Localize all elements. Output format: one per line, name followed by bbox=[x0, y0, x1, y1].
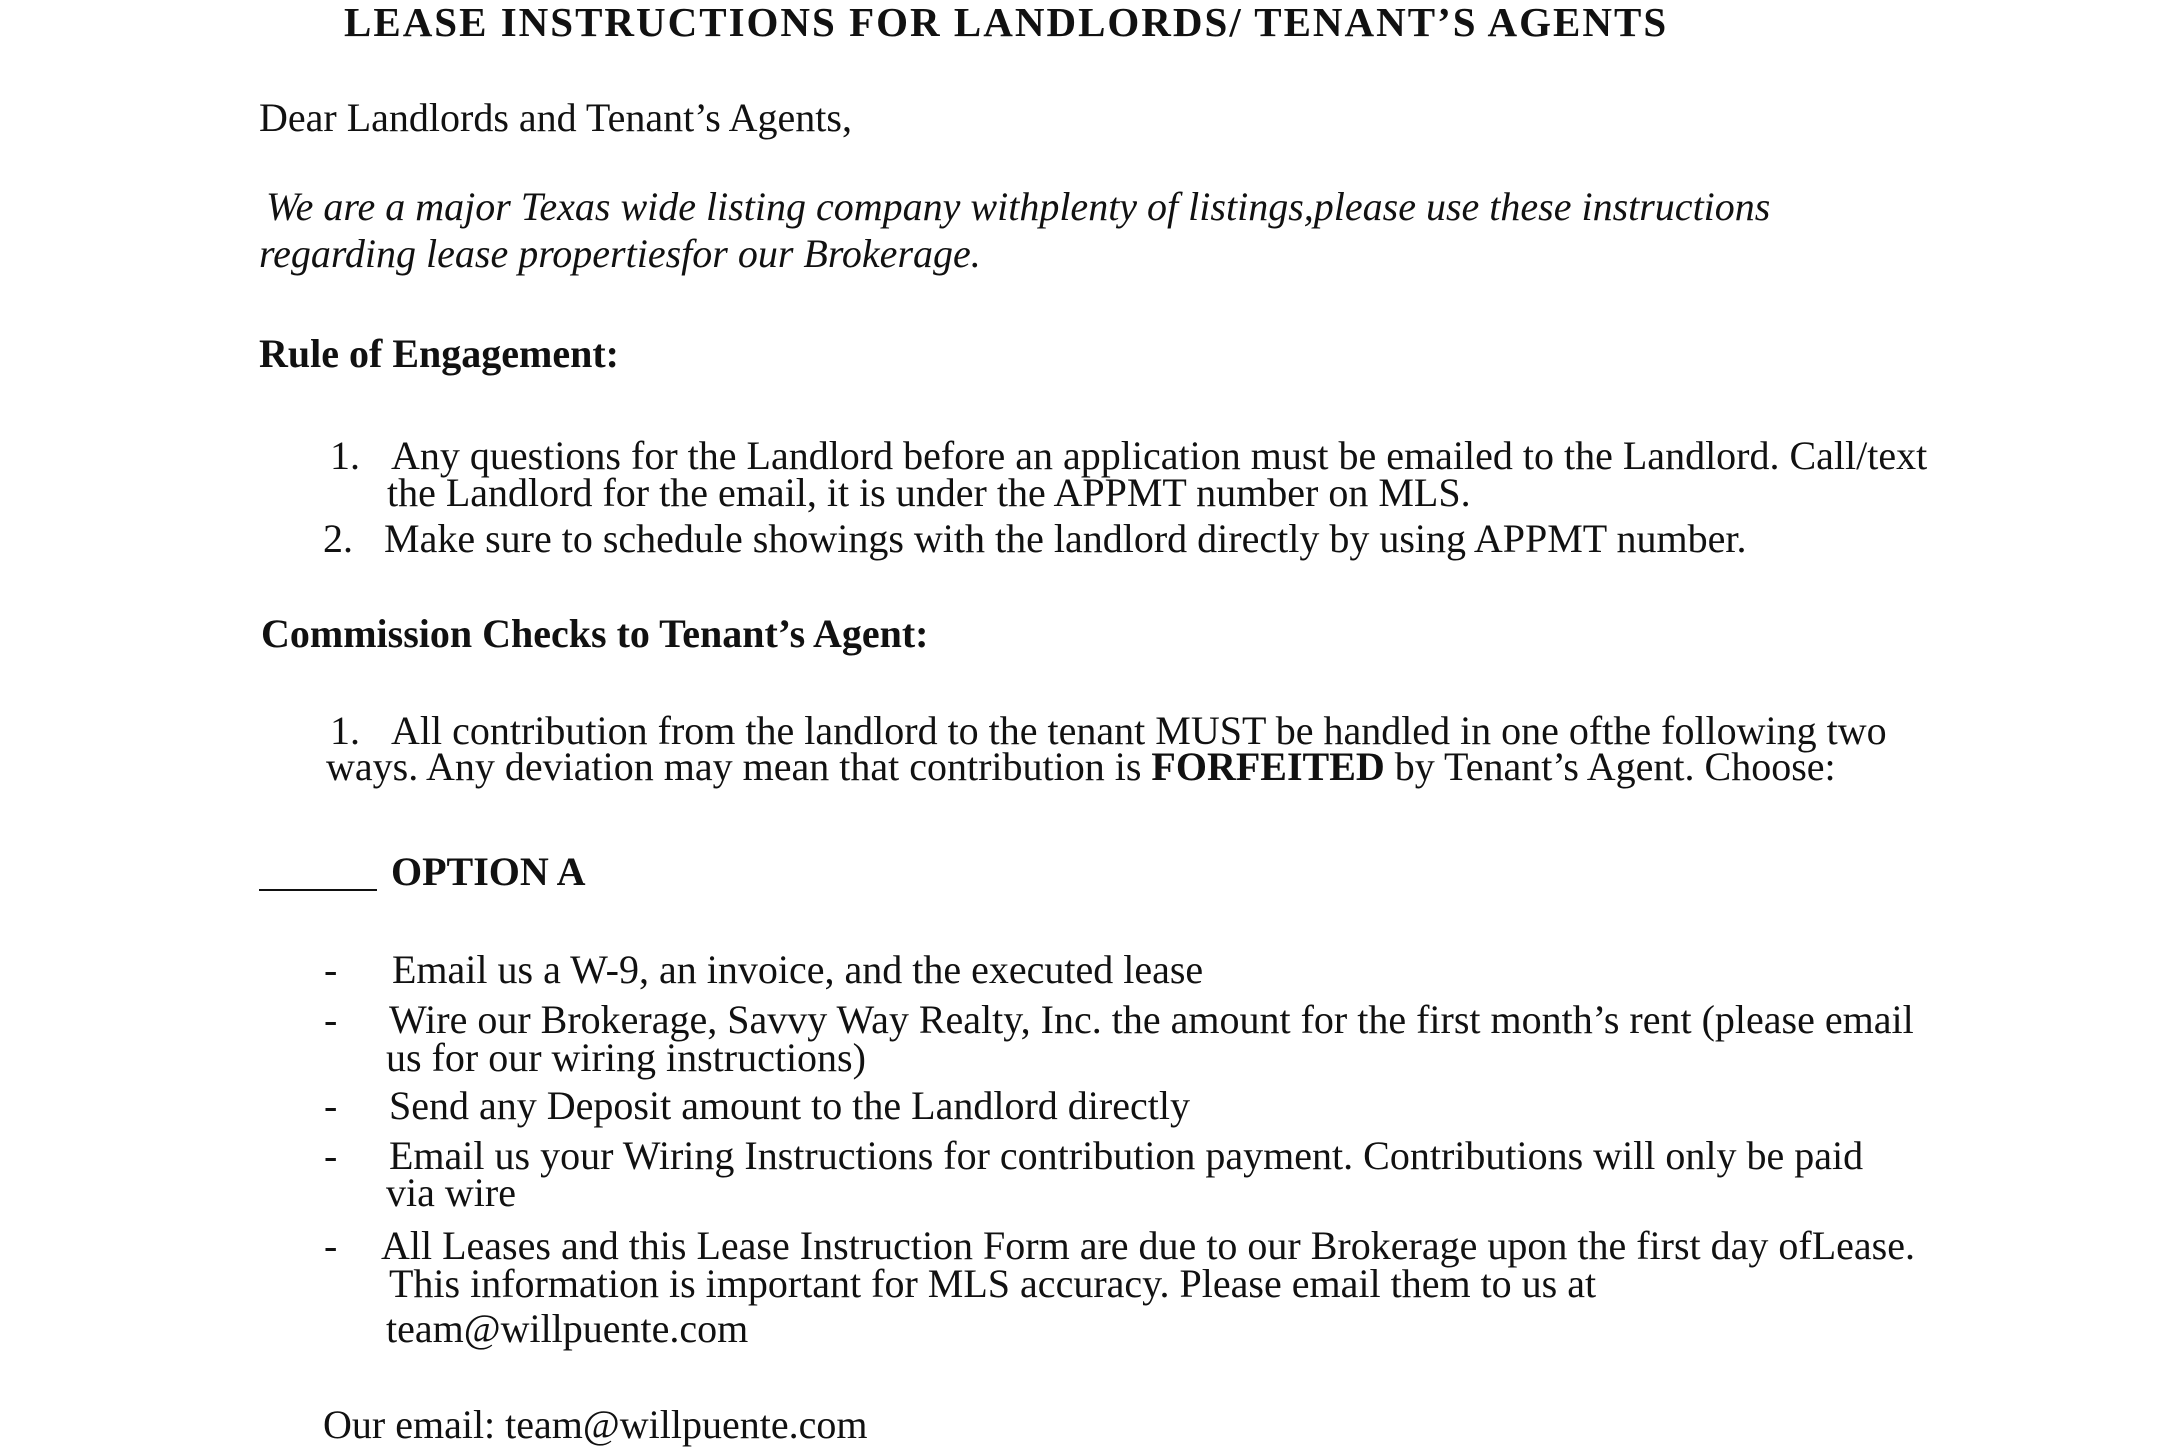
rules-heading: Rule of Engagement: bbox=[259, 331, 619, 376]
option-a-item-2-line-1: Wire our Brokerage, Savvy Way Realty, Inc. the amount for the first month’s rent (please email bbox=[389, 997, 1914, 1042]
rule-1-number: 1. bbox=[330, 433, 360, 478]
option-a-item-5-line-2: This information is important for MLS accuracy. Please email them to us at bbox=[389, 1261, 1597, 1306]
option-a-row bbox=[259, 849, 586, 894]
option-a-item-2-line-2: us for our wiring instructions) bbox=[386, 1035, 866, 1080]
option-a-item-4-line-1: Email us your Wiring Instructions for contribution payment. Contributions will only be paid bbox=[389, 1133, 1864, 1178]
option-a-item-5-email: team@willpuente.com bbox=[386, 1306, 749, 1351]
commission-1-line-2-text: ways. Any deviation may mean that contribution is bbox=[326, 744, 1152, 789]
option-a-item-3: Send any Deposit amount to the Landlord directly bbox=[389, 1083, 1190, 1128]
commission-heading: Commission Checks to Tenant’s Agent: bbox=[261, 611, 929, 656]
option-a-bullet-2: - bbox=[324, 997, 338, 1042]
rule-1-line-2: the Landlord for the email, it is under the APPMT number on MLS. bbox=[387, 470, 1471, 515]
option-a-item-5-line-1: All Leases and this Lease Instruction Form are due to our Brokerage upon the first day ofLease. bbox=[381, 1223, 1915, 1268]
rule-2-line-1: Make sure to schedule showings with the landlord directly by using APPMT number. bbox=[384, 516, 1747, 561]
option-a-bullet-5: - bbox=[324, 1223, 338, 1268]
intro-line-1: We are a major Texas wide listing company withplenty of listings,please use these instructions bbox=[266, 184, 1771, 229]
salutation: Dear Landlords and Tenant’s Agents, bbox=[259, 95, 852, 140]
rule-2-number: 2. bbox=[323, 516, 353, 561]
page-title: LEASE INSTRUCTIONS FOR LANDLORDS/ TENANT’S AGENTS bbox=[344, 0, 1669, 45]
rule-1-line-1: Any questions for the Landlord before an application must be emailed to the Landlord. Call/text bbox=[391, 433, 1928, 478]
option-a-label: OPTION A bbox=[391, 849, 586, 894]
option-a-item-1: Email us a W-9, an invoice, and the executed lease bbox=[392, 947, 1204, 992]
intro-line-2: regarding lease propertiesfor our Brokerage. bbox=[259, 231, 981, 276]
option-a-bullet-1: - bbox=[324, 947, 338, 992]
commission-1-number: 1. bbox=[330, 708, 360, 753]
option-a-item-4-line-2: via wire bbox=[386, 1170, 516, 1215]
option-a-bullet-4: - bbox=[324, 1133, 338, 1178]
forfeited-emphasis: FORFEITED bbox=[1151, 744, 1385, 789]
commission-1-line-2 bbox=[326, 744, 1836, 789]
footer-email-line: Our email: team@willpuente.com bbox=[323, 1402, 868, 1447]
option-a-choice-blank[interactable] bbox=[259, 853, 377, 891]
commission-1-line-1: All contribution from the landlord to the tenant MUST be handled in one ofthe following two bbox=[391, 708, 1887, 753]
option-a-bullet-3: - bbox=[324, 1083, 338, 1128]
commission-1-line-2-end: by Tenant’s Agent. Choose: bbox=[1384, 744, 1836, 789]
